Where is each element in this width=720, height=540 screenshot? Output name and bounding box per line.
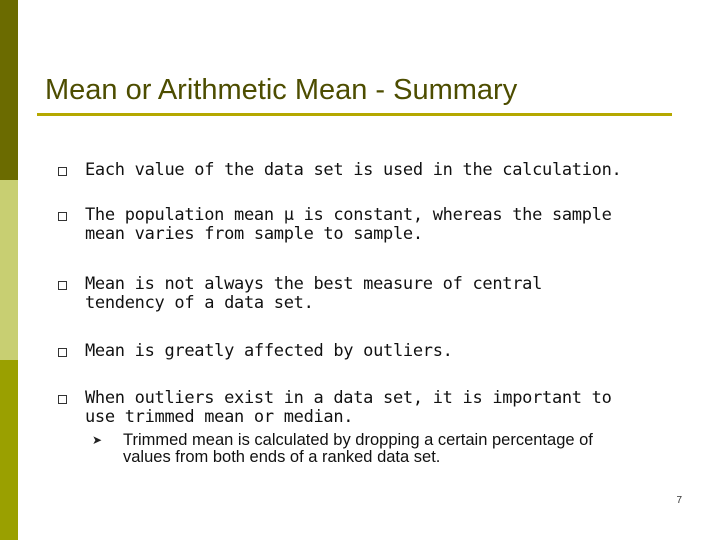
bullet-text: When outliers exist in a data set, it is important to use trimmed mean or median. <box>85 388 612 427</box>
arrowhead-bullet-icon: ➤ <box>92 433 103 447</box>
sub-bullet-text: Trimmed mean is calculated by dropping a certain percentage of values from both ends of a ranked data set. <box>123 431 593 466</box>
page-number: 7 <box>676 495 682 506</box>
bullet-text: Mean is not always the best measure of central tendency of a data set. <box>85 274 543 313</box>
square-bullet-icon <box>58 281 67 290</box>
bullet-text: Mean is greatly affected by outliers. <box>85 341 453 361</box>
slide-title: Mean or Arithmetic Mean - Summary <box>45 74 518 106</box>
square-bullet-icon <box>58 167 67 176</box>
square-bullet-icon <box>58 395 67 404</box>
bullet-text: Each value of the data set is used in the calculation. <box>85 160 622 180</box>
bullet-text: The population mean μ is constant, whereas the sample mean varies from sample to sample. <box>85 205 612 244</box>
square-bullet-icon <box>58 348 67 357</box>
square-bullet-icon <box>58 212 67 221</box>
